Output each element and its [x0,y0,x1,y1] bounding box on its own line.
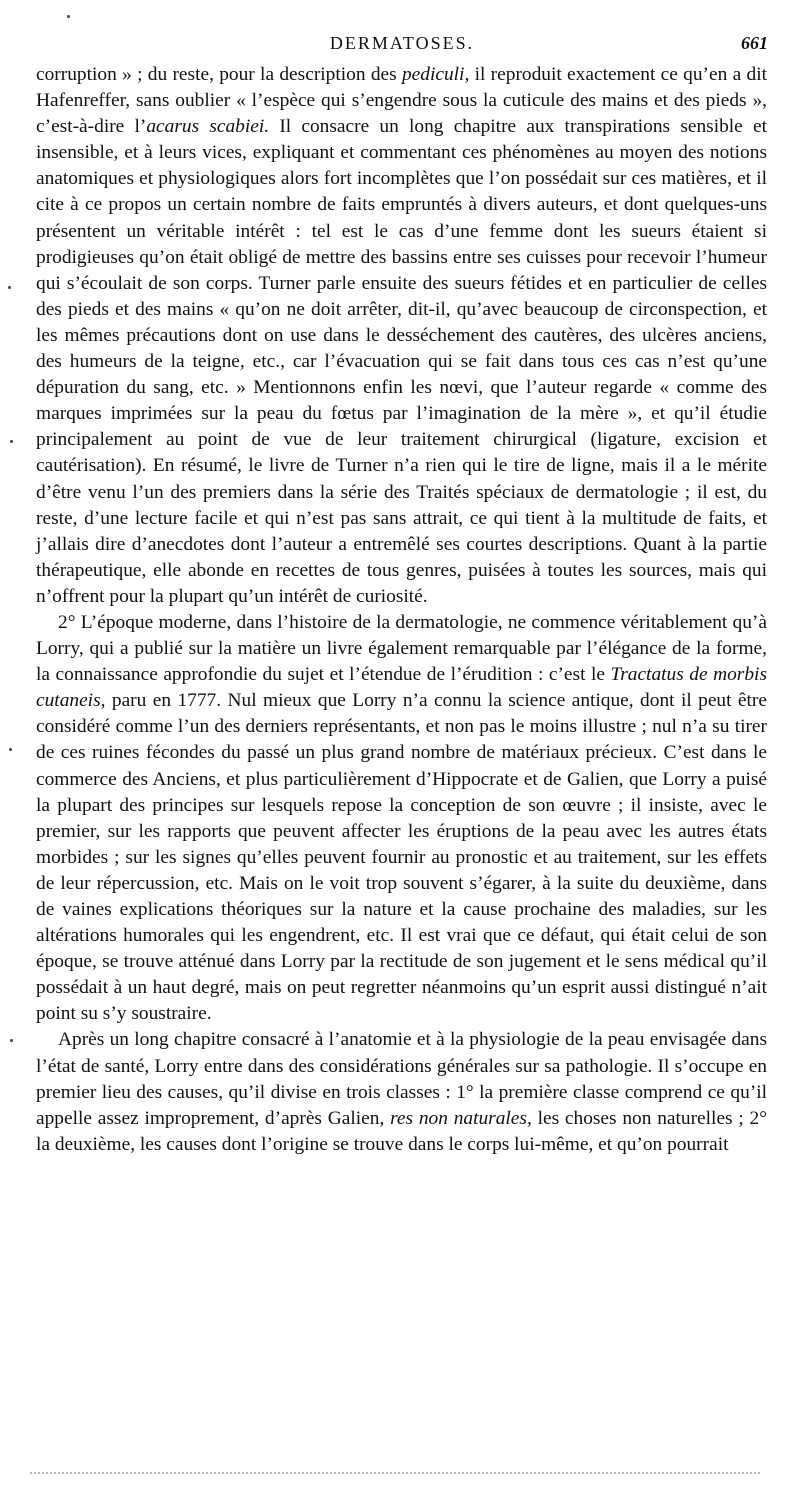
print-speck [8,286,11,289]
text-segment-italic: Tractatus de morbis cutaneis, [36,664,767,712]
text-segment: Après un long chapitre consacré à l’anatomie et à la physiologie de la peau envisagée dans l’état de santé, Lorry entre dans des considérations générales sur sa pathologie. Il s’occupe en premier lieu des causes, qu’il divise en trois classes : 1° la première classe comprend ce qu’il appelle assez improprement, d’après Galien, [36,1029,767,1129]
text-segment: Il consacre un long chapitre aux transpirations sensible et insensible, et à leurs vices, expliquant et commentant ces phénomènes au moyen des notions anatomiques et physiologiques alors fort incomplètes que l’on possédait sur ces matières, et il cite à ce propos un certain nombre de faits empruntés à divers auteurs, et dont quelques-uns présentent un véritable intérêt : tel est le cas d’une femme dont les sueurs étaient si prodigieuses qu’on était obligé de mettre des bassins entre ses cuisses pour recevoir l’humeur qui s’écoulait de son corps. Turner parle ensuite des sueurs fétides et en particulier de celles des pieds et des mains « qu’on ne doit arrêter, dit-il, qu’avec beaucoup de circonspection, et les mêmes précautions dont on use dans le desséchement des cautères, des ulcères anciens, des humeurs de la teigne, etc., car l’évacuation qui se fait dans tous ces cas n’est qu’une dépuration du sang, etc. » Mentionnons enfin les nœvi, que l’auteur regarde « comme des marques imprimées sur la peau du fœtus par l’imagination de la mère », et qu’il étudie principalement au point de vue de leur traitement chirurgical (ligature, excision et cautérisation). En résumé, le livre de Turner n’a rien qui le tire de ligne, mais il a le mérite d’être venu l’un des premiers dans la série des Traités spéciaux de dermatologie ; il est, du reste, d’une lecture facile et qui n’est pas sans attrait, ce qui tient à la multitude de faits, et j’allais dire d’anecdotes dont l’auteur a entremêlé ses courtes descriptions. Quant à la partie thérapeutique, elle abonde en recettes de tous genres, puisées à toutes les sources, mais qui n’offrent pour la plupart qu’un intérêt de curiosité. [36,116,767,607]
text-segment: paru en 1777. Nul mieux que Lorry n’a connu la science antique, dont il peut être considéré comme l’un des derniers représentants, et non pas le moins illustre ; nul n’a su tirer de ces ruines fécondes du passé un plus grand nombre de matériaux précieux. C’est dans le commerce des Anciens, et plus particulièrement d’Hippocrate et de Galien, que Lorry a puisé la plupart des principes sur lesquels repose la conception de son œuvre ; il insiste, avec le premier, sur les rapports que peuvent affecter les éruptions de la peau avec les autres états morbides ; sur les signes qu’elles peuvent fournir au pronostic et au traitement, sur les effets de leur répercussion, etc. Mais on le voit trop souvent s’égarer, à la suite du deuxième, dans de vaines explications théoriques sur la nature et la cause prochaine des maladies, sur les altérations humorales qui les engendrent, etc. Il est vrai que ce défaut, qui était celui de son époque, se trouve atténué dans Lorry par la rectitude de son jugement et le sens médical qu’il possédait à un haut degré, mais on peut regretter néanmoins qu’un esprit aussi distingué n’ait point su s’y soustraire. [36,690,767,1025]
print-speck [10,440,13,443]
print-speck [10,1039,13,1042]
paragraph-lorry-causes [36,1027,767,1157]
text-segment-italic: acarus scabiei. [146,116,270,138]
bottom-dotted-rule [30,1472,760,1474]
text-segment-italic: pediculi, [401,64,470,85]
paragraph-turner [36,62,767,610]
paragraph-lorry-intro [36,610,767,1028]
text-segment: il reproduit exactement ce qu’en a dit Hafenreffer, sans oublier « l’espèce qui s’engendre sous la cuticule des mains et des pieds », c’est-à-dire l’ [36,64,767,138]
text-segment: 2° L’époque moderne, dans l’histoire de la dermatologie, ne commence véritablement qu’à Lorry, qui a publié sur la matière un livre également remarquable par l’élégance de la forme, la connaissance approfondie du sujet et l’étendue de l’érudition : c’est le [36,611,767,686]
running-title: DERMATOSES. [329,33,475,53]
print-speck [9,748,12,751]
print-speck [67,15,70,18]
body-text [36,62,767,1158]
page-number: 661 [741,33,768,53]
text-segment-italic: res non naturales, [390,1107,532,1129]
text-segment: corruption » ; du reste, pour la description des [36,64,402,85]
page-header [36,33,768,57]
text-segment: les choses non naturelles ; 2° la deuxième, les causes dont l’origine se trouve dans le corps lui-même, et qu’on pourrait [36,1107,767,1155]
